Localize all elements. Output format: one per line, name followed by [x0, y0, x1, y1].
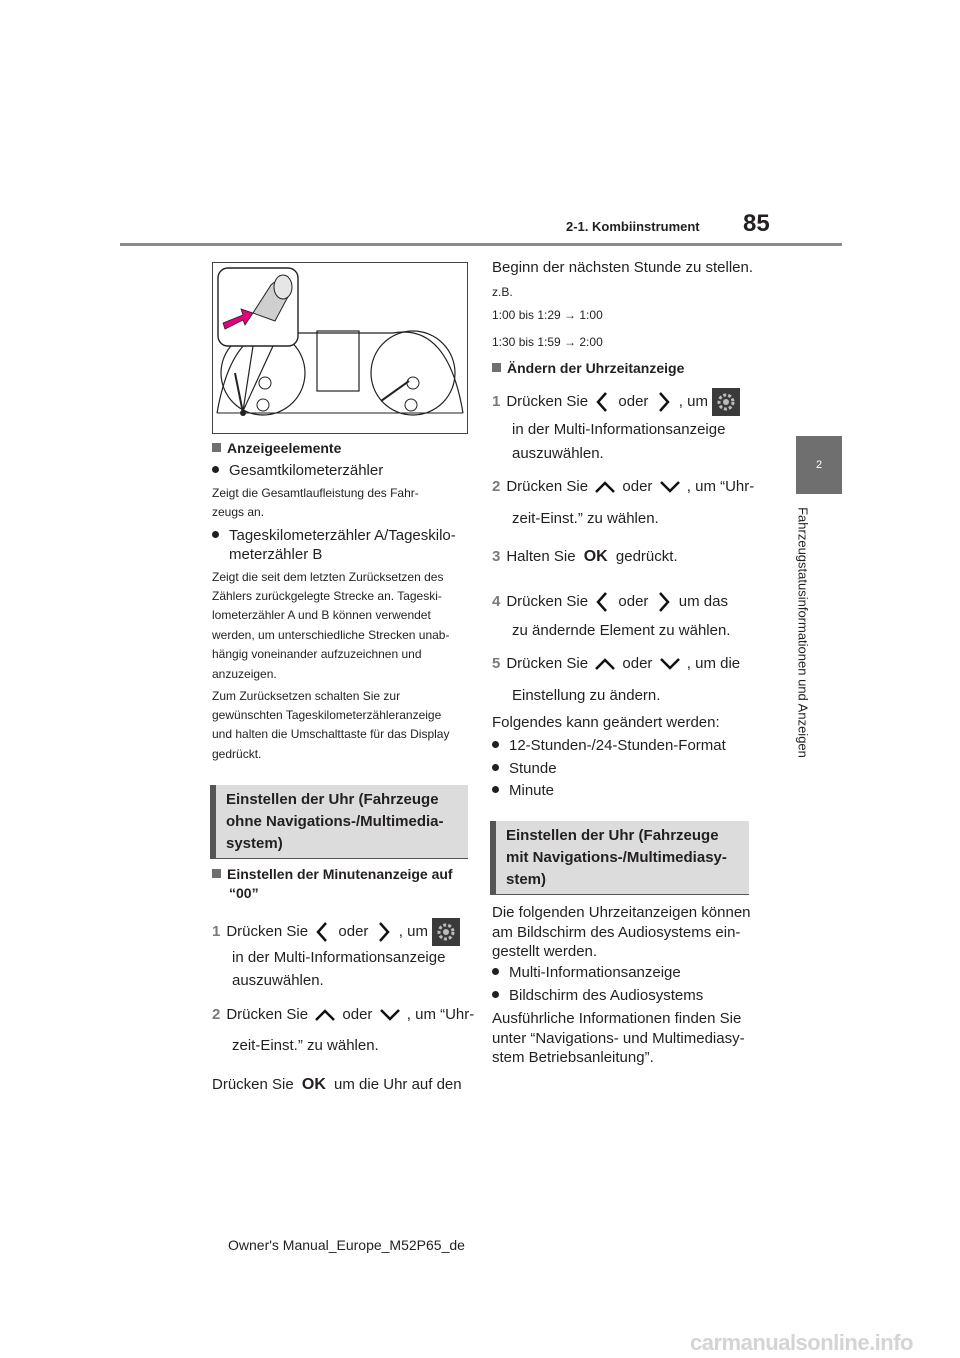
- bullet-icon: [212, 531, 219, 538]
- list-item-cont: meterzähler B: [229, 546, 323, 563]
- list-item: Minute: [492, 782, 554, 799]
- list-item: Stunde: [492, 760, 557, 777]
- desc-line: zeugs an.: [212, 505, 265, 519]
- r-step-3: 3 Halten Sie OK gedrückt.: [492, 548, 678, 565]
- bullet-icon: [212, 466, 219, 473]
- ok-icon: OK: [583, 548, 608, 565]
- heading-minute-display-cont: “00”: [229, 885, 259, 901]
- r-step-1-line3: auszuwählen.: [512, 445, 604, 462]
- r-step-2: 2 Drücken Sie oder , um “Uhr-: [492, 478, 755, 495]
- desc-line: werden, um unterschiedliche Strecken unab-: [212, 628, 450, 642]
- bullet-icon: [492, 741, 499, 748]
- chevron-left-icon: [312, 920, 334, 944]
- para-ok: Drücken Sie OK um die Uhr auf den: [212, 1076, 462, 1093]
- step-1-line2: in der Multi-Informationsanzeige: [232, 949, 446, 966]
- list-item: Tageskilometerzähler A/Tageskilo-: [212, 527, 456, 544]
- section-box-with-nav: [490, 821, 749, 895]
- r-step-1-line2: in der Multi-Informationsanzeige: [512, 421, 726, 438]
- square-bullet-icon: [212, 869, 221, 878]
- footer-manual-id: Owner's Manual_Europe_M52P65_de: [228, 1237, 465, 1253]
- para-cont: Beginn der nächsten Stunde zu stellen.: [492, 259, 754, 276]
- para-line: am Bildschirm des Audiosystems ein-: [492, 924, 741, 941]
- r-step-5-line2: Einstellung zu ändern.: [512, 687, 661, 704]
- ok-icon: OK: [301, 1076, 326, 1093]
- watermark: carmanualsonline.info: [690, 1330, 913, 1355]
- cluster-illustration: [213, 263, 467, 433]
- step-2: 2 Drücken Sie oder , um “Uhr-: [212, 1006, 475, 1023]
- square-bullet-icon: [492, 363, 501, 372]
- para-line: gestellt werden.: [492, 943, 598, 960]
- r-step-5: 5 Drücken Sie oder , um die: [492, 655, 741, 672]
- chevron-right-icon: [653, 590, 675, 614]
- box-title-line: Einstellen der Uhr (Fahrzeuge: [226, 791, 439, 808]
- desc-line: Zum Zurücksetzen schalten Sie zur: [212, 689, 401, 703]
- section-title: 2-1. Kombiinstrument: [566, 219, 700, 234]
- chevron-right-icon: [373, 920, 395, 944]
- desc-line: lometerzähler A und B können verwendet: [212, 608, 431, 622]
- box-title-line: Einstellen der Uhr (Fahrzeuge: [506, 827, 719, 844]
- para-line: Die folgenden Uhrzeitanzeigen können: [492, 904, 751, 921]
- desc-line: Zeigt die seit dem letzten Zurücksetzen des: [212, 570, 444, 584]
- chevron-down-icon: [377, 1006, 403, 1024]
- chevron-right-icon: [653, 390, 675, 414]
- box-title-line: ohne Navigations-/Multimedia-: [226, 813, 444, 830]
- box-title-line: stem): [506, 871, 547, 888]
- chevron-left-icon: [592, 390, 614, 414]
- heading-display-elements: Anzeigeelemente: [212, 440, 341, 456]
- chapter-title: Fahrzeugstatusinformationen und Anzeigen: [795, 507, 811, 758]
- bullet-icon: [492, 991, 499, 998]
- list-item: Gesamtkilometerzähler: [212, 462, 383, 479]
- list-item: Bildschirm des Audiosystems: [492, 987, 703, 1004]
- para-line: unter “Navigations- und Multimediasy-: [492, 1030, 745, 1047]
- chevron-down-icon: [657, 655, 683, 673]
- example-label: z.B.: [492, 285, 513, 299]
- chevron-up-icon: [312, 1006, 338, 1024]
- list-item: Multi-Informationsanzeige: [492, 964, 681, 981]
- desc-line: hängig voneinander aufzuzeichnen und: [212, 647, 422, 661]
- section-box-no-nav: [210, 785, 468, 859]
- chevron-up-icon: [592, 655, 618, 673]
- bullet-icon: [492, 764, 499, 771]
- chevron-down-icon: [657, 478, 683, 496]
- r-step-4-line2: zu ändernde Element zu wählen.: [512, 622, 731, 639]
- can-change-text: Folgendes kann geändert werden:: [492, 714, 720, 731]
- gear-icon: [712, 388, 740, 416]
- chapter-side-label: [772, 500, 812, 780]
- instrument-cluster-figure: [212, 262, 468, 434]
- chapter-number: 2: [815, 459, 823, 471]
- step-1: 1 Drücken Sie oder , um: [212, 918, 460, 946]
- desc-line: Zählers zurückgelegte Strecke an. Tageski-: [212, 589, 442, 603]
- box-title-line: mit Navigations-/Multimediasy-: [506, 849, 727, 866]
- gear-icon: [432, 918, 460, 946]
- chevron-up-icon: [592, 478, 618, 496]
- heading-minute-display: Einstellen der Minutenanzeige auf: [212, 866, 453, 882]
- heading-change-display: Ändern der Uhrzeitanzeige: [492, 360, 684, 376]
- box-title-line: system): [226, 835, 283, 852]
- list-item: 12-Stunden-/24-Stunden-Format: [492, 737, 726, 754]
- para-line: Ausführliche Informationen finden Sie: [492, 1010, 742, 1027]
- desc-line: gewünschten Tageskilometerzähleranzeige: [212, 708, 442, 722]
- step-1-line3: auszuwählen.: [232, 972, 324, 989]
- square-bullet-icon: [212, 443, 221, 452]
- r-step-4: 4 Drücken Sie oder um das: [492, 590, 728, 614]
- desc-line: gedrückt.: [212, 747, 262, 761]
- example-2: 1:30 bis 1:59 → 2:00: [492, 335, 603, 349]
- desc-line: Zeigt die Gesamtlaufleistung des Fahr-: [212, 486, 419, 500]
- bullet-icon: [492, 786, 499, 793]
- r-step-1: 1 Drücken Sie oder , um: [492, 388, 740, 416]
- header-rule: [120, 243, 842, 246]
- page-number: 85: [743, 210, 770, 237]
- example-1: 1:00 bis 1:29 → 1:00: [492, 308, 603, 322]
- desc-line: anzuzeigen.: [212, 667, 277, 681]
- desc-line: und halten die Umschalttaste für das Display: [212, 727, 450, 741]
- step-2-line2: zeit-Einst.” zu wählen.: [232, 1037, 379, 1054]
- para-line: stem Betriebsanleitung”.: [492, 1049, 654, 1066]
- bullet-icon: [492, 968, 499, 975]
- chevron-left-icon: [592, 590, 614, 614]
- r-step-2-line2: zeit-Einst.” zu wählen.: [512, 510, 659, 527]
